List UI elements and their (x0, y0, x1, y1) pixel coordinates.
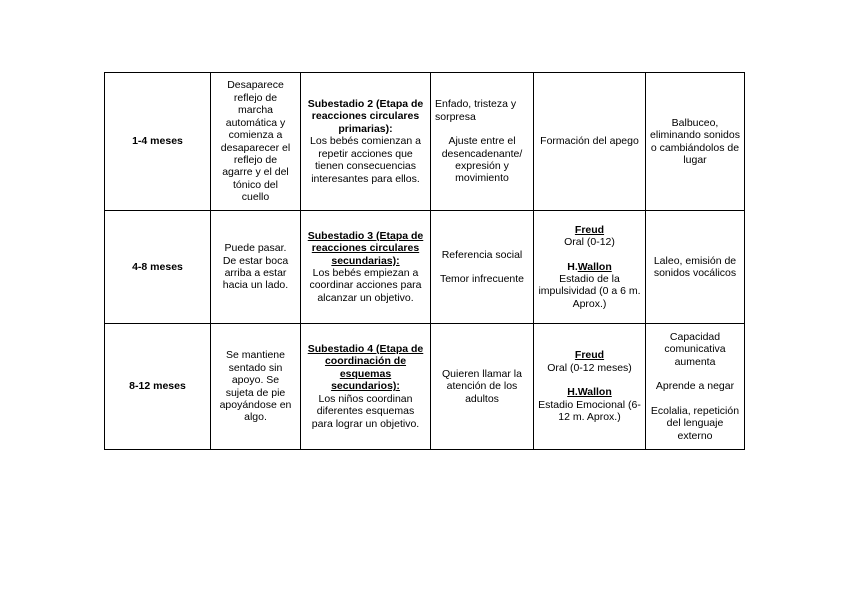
cognitive-cell (301, 211, 431, 324)
table-row (105, 73, 745, 211)
wallon-name: Wallon (577, 260, 612, 273)
social-cell (534, 211, 646, 324)
freud-text: Oral (0-12) (564, 236, 615, 249)
motor-line: cuello (241, 191, 270, 204)
age-cell: 8-12 meses (105, 324, 211, 450)
emotional-text: Temor infrecuente (439, 273, 525, 285)
table-row (105, 211, 745, 324)
cognitive-title: Subestadio 3 (Etapa de reacciones circulares secundarias): (307, 229, 424, 267)
cognitive-text: Los bebés empiezan a coordinar acciones para alcanzar un objetivo. (309, 267, 422, 304)
emotional-cell (431, 73, 534, 211)
freud-heading: Freud (574, 349, 605, 362)
motor-line: De estar boca (222, 254, 289, 267)
cognitive-cell: Subestadio 2 (Etapa de reacciones circulares primarias): Los bebés comienzan a repetir acciones que tienen consecuencias interesantes para ellos. (301, 73, 431, 211)
motor-line: Se mantiene (226, 349, 285, 362)
freud-text: Oral (0-12 meses) (547, 361, 632, 374)
motor-line: sujeta de pie (225, 386, 286, 399)
motor-line: tónico del (233, 178, 278, 191)
language-cell (646, 324, 745, 450)
age-cell: 1-4 meses (105, 73, 211, 211)
motor-line: arriba a estar (224, 267, 287, 279)
wallon-text: Estadio de la impulsividad (0 a 6 m. Aprox.) (538, 273, 641, 310)
motor-line: algo. (244, 411, 267, 424)
motor-cell (211, 324, 301, 450)
motor-line: apoyándose en (219, 398, 292, 411)
cognitive-cell (301, 324, 431, 450)
motor-line: desaparecer el (220, 141, 291, 154)
motor-line: sentado sin (228, 361, 283, 374)
cognitive-text: Los niños coordinan diferentes esquemas para lograr un objetivo. (311, 392, 420, 430)
motor-line: apoyo. Se (231, 374, 280, 387)
age-cell: 4-8 meses (105, 211, 211, 324)
emotional-text: Ajuste entre el desencadenante/ expresión y movimiento (441, 135, 523, 185)
emotional-text: Referencia social (441, 248, 523, 261)
social-cell: Formación del apego (534, 73, 646, 211)
motor-line: hacia un lado. (222, 279, 289, 292)
language-text: Capacidad comunicativa aumenta (664, 331, 726, 368)
emotional-cell (431, 211, 534, 324)
cognitive-title: Subestadio 4 (Etapa de coordinación de esquemas secundarios): (307, 343, 424, 393)
cognitive-text: Los bebés comienzan a repetir acciones que tienen consecuencias interesantes para ellos. (310, 135, 421, 185)
cognitive-title: Subestadio 2 (Etapa de reacciones circulares primarias) (307, 98, 424, 135)
language-text: Ecolalia, repetición del lenguaje externo (650, 404, 740, 442)
development-table (104, 72, 745, 450)
table-row (105, 324, 745, 450)
wallon-prefix: H. (567, 260, 578, 273)
emotional-text: Enfado, tristeza y sorpresa (435, 98, 517, 123)
motor-line: marcha (237, 104, 273, 117)
social-cell (534, 324, 646, 450)
language-cell: Balbuceo, eliminando sonidos o cambiándolos de lugar (646, 73, 745, 211)
language-text: Aprende a negar (655, 380, 735, 393)
motor-cell (211, 73, 301, 211)
freud-heading: Freud (574, 223, 605, 236)
motor-line: Puede pasar. (224, 242, 287, 255)
motor-cell (211, 211, 301, 324)
wallon-heading: H.Wallon (567, 386, 612, 399)
language-cell: Laleo, emisión de sonidos vocálicos (646, 211, 745, 324)
motor-line: Desaparece (227, 79, 284, 92)
motor-line: automática y (225, 116, 286, 129)
motor-line: reflejo de (233, 91, 278, 104)
motor-line: reflejo de (233, 153, 278, 166)
wallon-heading (538, 261, 641, 273)
motor-line: agarre y el del (222, 166, 289, 179)
emotional-cell: Quieren llamar la atención de los adultos (431, 324, 534, 450)
motor-line: comienza a (228, 129, 283, 142)
wallon-text: Estadio Emocional (6-12 m. Aprox.) (538, 398, 641, 424)
